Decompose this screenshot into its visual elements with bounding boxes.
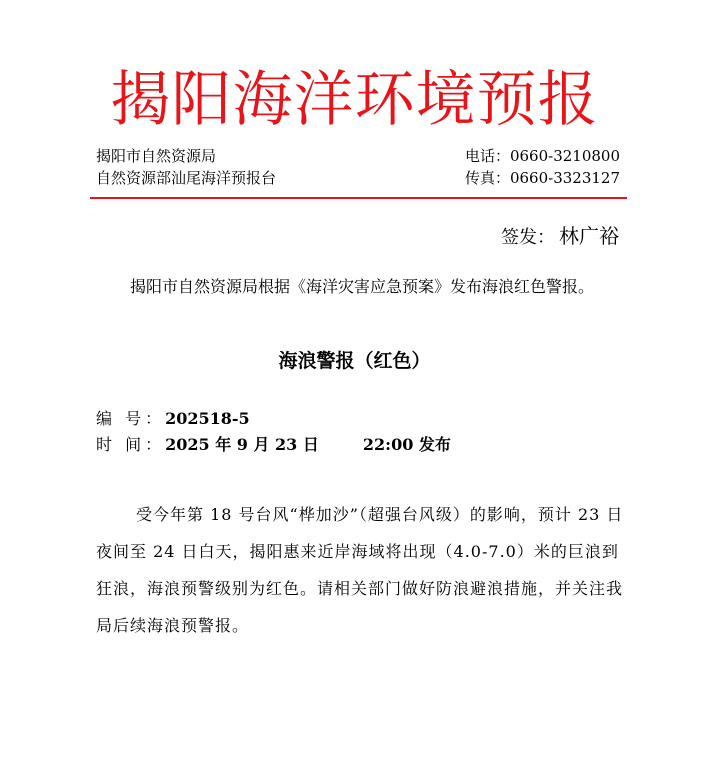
warning-body-paragraph: 受今年第 18 号台风“桦加沙”（超强台风级）的影响，预计 23 日夜间至 24 日白天，揭阳惠来近岸海域将出现（4.0-7.0）米的巨浪到狂浪，海浪预警级别为红色。请相关部门做好防浪避浪措施，并关注我局后续海浪预警报。	[96, 505, 624, 635]
signer-line	[501, 224, 619, 250]
number-label: 编 号：	[96, 409, 166, 428]
intro-paragraph: 揭阳市自然资源局根据《海洋灾害应急预案》发布海浪红色警报。	[130, 277, 595, 296]
phone-number: 电话：0660-3210800	[464, 147, 620, 165]
fax-number: 传真：0660-3323127	[464, 169, 620, 187]
issuer-org-name: 揭阳市自然资源局	[96, 147, 217, 165]
header-divider	[90, 197, 627, 199]
issue-time: 22:00 发布	[362, 435, 451, 454]
issue-date: 2025 年 9 月 23 日	[165, 435, 319, 454]
signer-name: 林广裕	[559, 224, 619, 248]
signer-label: 签发：	[501, 227, 555, 248]
time-label: 时 间：	[96, 435, 166, 454]
warning-title: 海浪警报（红色）	[278, 350, 431, 372]
forecast-station-name: 自然资源部汕尾海洋预报台	[96, 169, 277, 187]
warning-number-row	[96, 408, 250, 430]
warning-time-row	[96, 434, 451, 456]
masthead-title: 揭阳海洋环境预报	[110, 65, 599, 135]
warning-number: 202518-5	[165, 409, 250, 428]
